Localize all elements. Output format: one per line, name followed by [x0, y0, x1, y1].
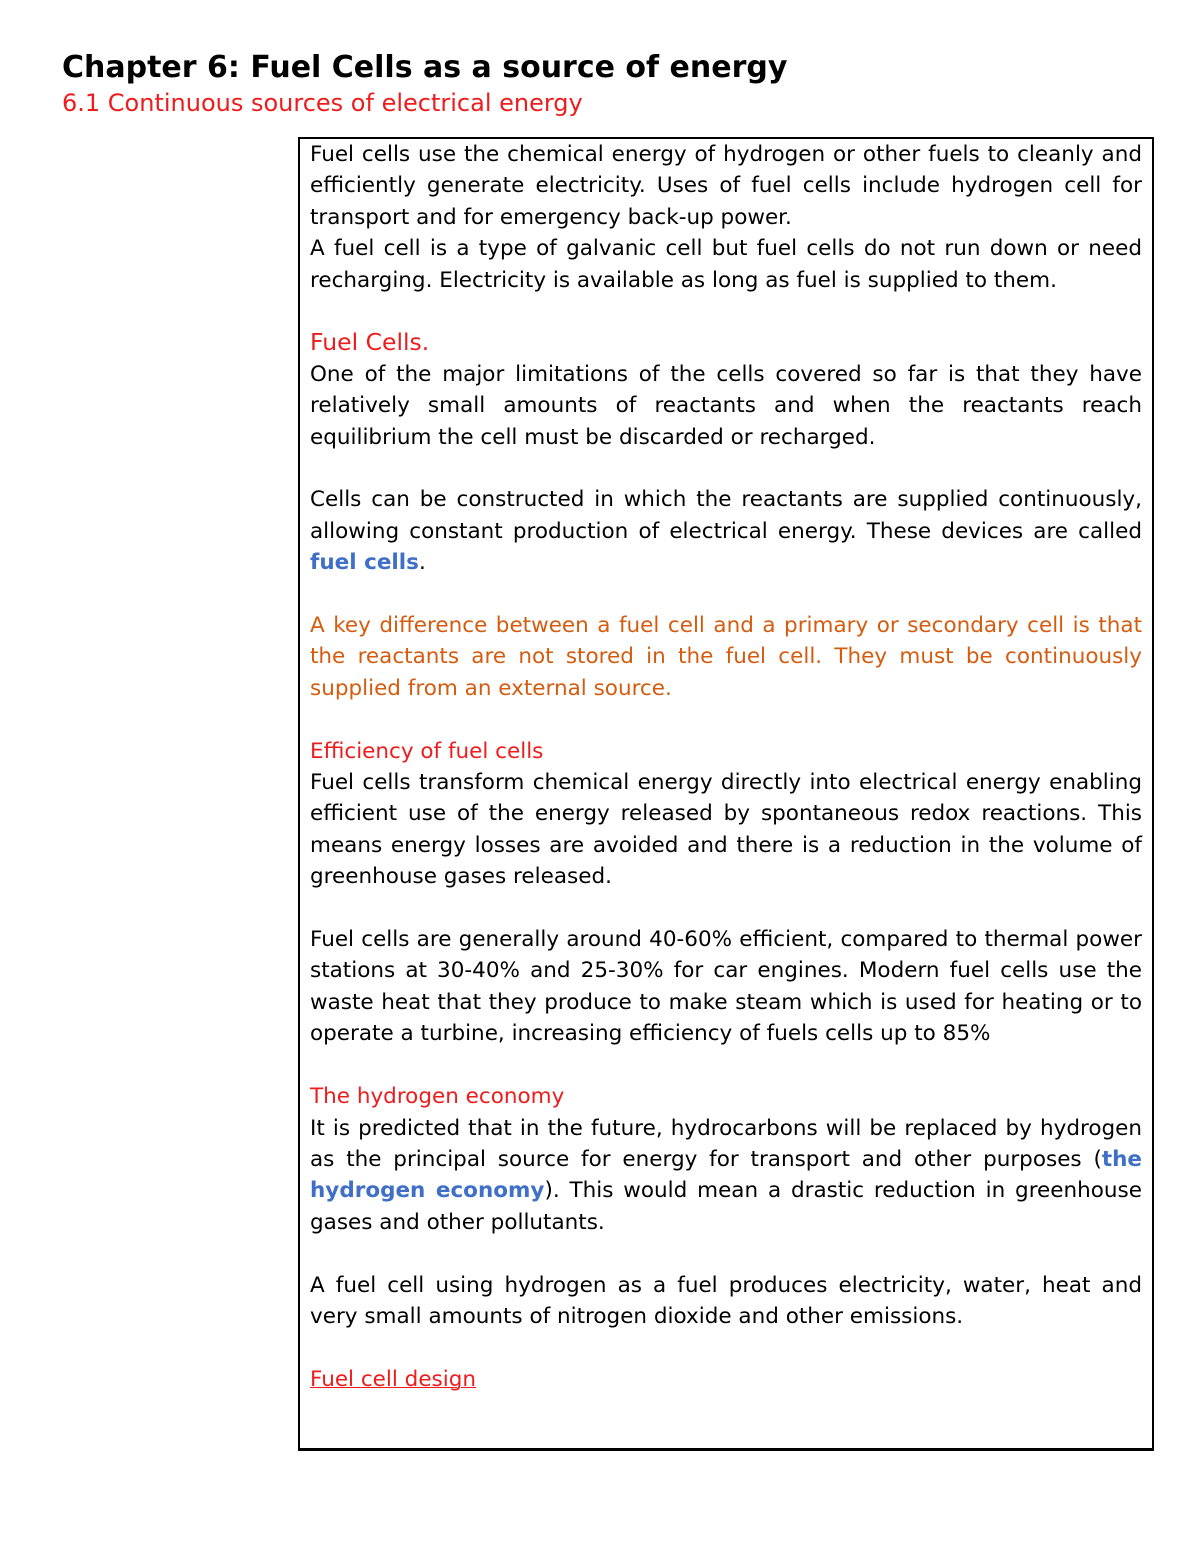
- key-difference-paragraph: A key difference between a fuel cell and a primary or secondary cell is that the reactants are not stored in the fuel cell. They must be continuously supplied from an external source.: [310, 613, 1142, 701]
- section-title: 6.1 Continuous sources of electrical energy: [62, 89, 583, 117]
- fuel-cells-paragraph-2: [310, 484, 1142, 578]
- efficiency-heading: Efficiency of fuel cells: [310, 738, 544, 764]
- hydrogen-economy-paragraph-1-end: ). This would mean a drastic reduction in greenhouse gases and other pollutants.: [310, 1178, 1142, 1235]
- hydrogen-economy-term: the hydrogen economy: [310, 1146, 1142, 1204]
- efficiency-paragraph-1: Fuel cells transform chemical energy directly into electrical energy enabling efficient use of the energy released by spontaneous redox reactions. This means energy losses are avoided and there is a reduction in the volume of greenhouse gases released.: [310, 770, 1142, 890]
- fuel-cells-paragraph-1: One of the major limitations of the cells covered so far is that they have relatively small amounts of reactants and when the reactants reach equilibrium the cell must be discarded or recharged.: [310, 361, 1142, 450]
- chapter-title: Chapter 6: Fuel Cells as a source of energy: [62, 50, 788, 85]
- hydrogen-economy-paragraph-1-text: It is predicted that in the future, hydrocarbons will be replaced by hydrogen as the principal source for energy for transport and other purposes (: [310, 1115, 1142, 1172]
- hydrogen-economy-paragraph-2: A fuel cell using hydrogen as a fuel produces electricity, water, heat and very small amounts of nitrogen dioxide and other emissions.: [310, 1272, 1142, 1329]
- intro-paragraph-2: A fuel cell is a type of galvanic cell but fuel cells do not run down or need recharging. Electricity is available as long as fuel is supplied to them.: [310, 236, 1142, 293]
- content-box: [298, 137, 1154, 1451]
- fuel-cell-design-heading: Fuel cell design: [310, 1366, 477, 1392]
- fuel-cells-paragraph-2-end: .: [418, 550, 426, 576]
- hydrogen-economy-paragraph-1: [310, 1113, 1142, 1239]
- fuel-cells-heading: Fuel Cells.: [310, 328, 430, 357]
- hydrogen-economy-heading: The hydrogen economy: [310, 1084, 565, 1110]
- efficiency-paragraph-2: Fuel cells are generally around 40-60% efficient, compared to thermal power stations at 30-40% and 25-30% for car engines. Modern fuel cells use the waste heat that they produce to make steam which is used for heating or to operate a turbine, increasing efficiency of fuels cells up to 85%: [310, 927, 1142, 1047]
- intro-paragraph-1: Fuel cells use the chemical energy of hydrogen or other fuels to cleanly and efficiently generate electricity. Uses of fuel cells include hydrogen cell for transport and for emergency back-up power.: [310, 142, 1142, 230]
- fuel-cells-term: fuel cells: [310, 550, 419, 576]
- fuel-cells-paragraph-2-text: Cells can be constructed in which the reactants are supplied continuously, allowing constant production of electrical energy. These devices are called: [310, 487, 1142, 544]
